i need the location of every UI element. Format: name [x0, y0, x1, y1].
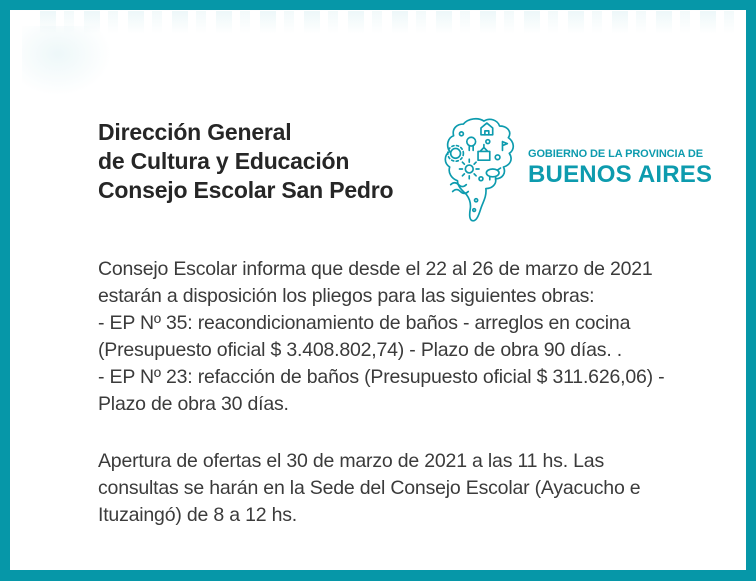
- government-logo: [437, 114, 712, 224]
- offer-opening-line: consultas se harán en la Sede del Consejo Escolar (Ayacucho e: [98, 477, 641, 499]
- announcement-paragraph: [98, 256, 718, 418]
- title-line: Dirección General: [98, 119, 292, 145]
- page-title: [98, 118, 393, 205]
- government-logo-text: [528, 148, 712, 189]
- offer-opening-paragraph: [98, 448, 718, 529]
- announcement-line: - EP Nº 23: refacción de baños (Presupuesto oficial $ 311.626,06) -: [98, 366, 665, 388]
- logo-brand: BUENOS AIRES: [528, 161, 713, 188]
- buenos-aires-province-doodle-map-icon: [437, 114, 523, 224]
- announcement-line: - EP Nº 35: reacondicionamiento de baños - arreglos en cocina: [98, 312, 631, 334]
- announcement-line: Plazo de obra 30 días.: [98, 393, 289, 415]
- ghost-artifact-strip: [40, 11, 742, 37]
- title-line: de Cultura y Educación: [98, 148, 350, 174]
- title-line: Consejo Escolar San Pedro: [98, 177, 394, 203]
- offer-opening-line: Ituzaingó) de 8 a 12 hs.: [98, 504, 298, 526]
- ghost-watermark: [22, 26, 112, 96]
- logo-tagline: GOBIERNO DE LA PROVINCIA DE: [528, 148, 703, 160]
- announcement-line: Consejo Escolar informa que desde el 22 al 26 de marzo de 2021: [98, 258, 653, 280]
- announcement-line: (Presupuesto oficial $ 3.408.802,74) - Plazo de obra 90 días. .: [98, 339, 622, 361]
- announcement-line: estarán a disposición los pliegos para las siguientes obras:: [98, 285, 595, 307]
- offer-opening-line: Apertura de ofertas el 30 de marzo de 2021 a las 11 hs. Las: [98, 450, 604, 472]
